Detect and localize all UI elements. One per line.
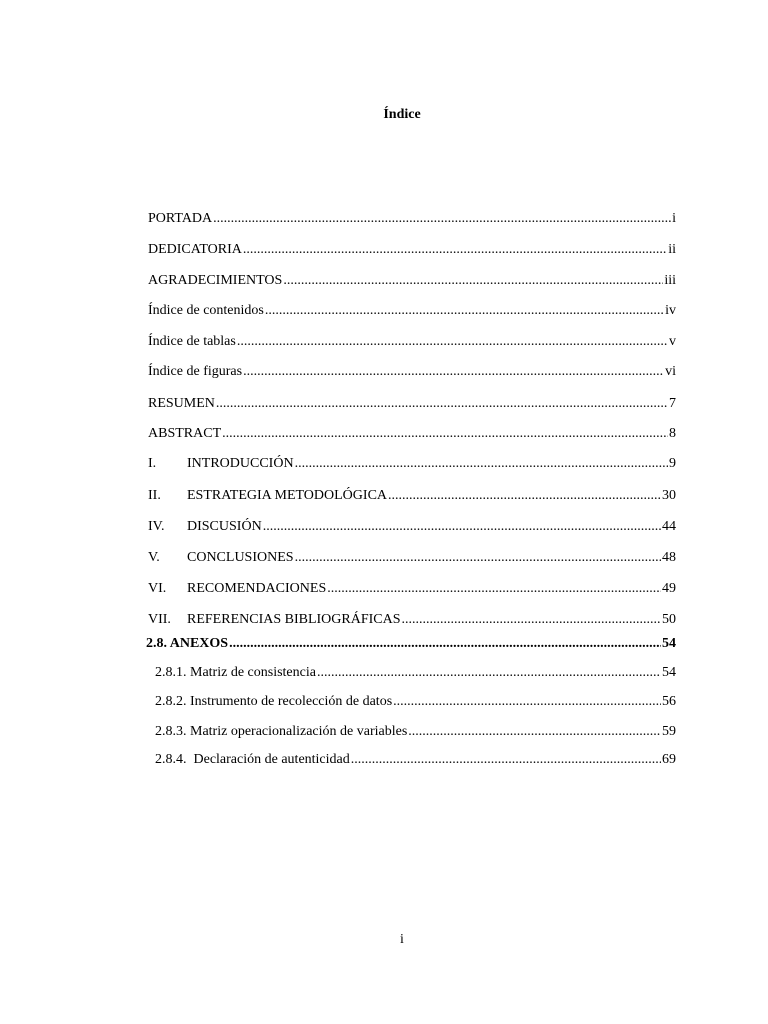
dot-leader [317,664,661,682]
toc-entry-page: vi [665,364,676,379]
dot-leader [213,210,671,228]
page-number: i [400,932,404,947]
toc-entry-page: ii [668,242,676,257]
dot-leader [283,272,663,290]
toc-entry-label: AGRADECIMIENTOS [148,273,283,288]
toc-entry-number: I. [148,456,157,471]
toc-entry-page: 56 [662,694,676,709]
toc-entry-portada[interactable] [148,210,676,228]
toc-entry-page: 54 [662,665,676,680]
toc-entry-indice-figuras[interactable] [148,363,676,381]
toc-entry-instrumento-recoleccion[interactable] [155,693,676,711]
toc-entry-page: 69 [662,752,676,767]
toc-entry-label: 2.8. ANEXOS [146,636,229,651]
toc-entry-label: DEDICATORIA [148,242,242,257]
dot-leader [295,549,661,567]
dot-leader [222,425,668,443]
dot-leader [408,723,661,741]
toc-entry-page: 8 [669,426,676,441]
toc-entry-indice-contenidos[interactable] [148,302,676,320]
toc-entry-label: DISCUSIÓN [187,519,262,534]
toc-entry-label: 2.8.3. Matriz operacionalización de variables [155,724,408,739]
toc-entry-page: 9 [669,456,676,471]
toc-entry-dedicatoria[interactable] [148,241,676,259]
toc-entry-label: 2.8.1. Matriz de consistencia [155,665,316,680]
dot-leader [402,611,661,629]
toc-entry-abstract[interactable] [148,425,676,443]
toc-entry-page: i [672,211,676,226]
toc-entry-label: REFERENCIAS BIBLIOGRÁFICAS [187,612,401,627]
toc-entry-indice-tablas[interactable] [148,333,676,351]
page-title: Índice [383,107,421,122]
toc-entry-anexos[interactable] [146,635,676,653]
toc-entry-page: 30 [662,488,676,503]
toc-entry-label: RECOMENDACIONES [187,581,327,596]
toc-entry-page: 7 [669,396,676,411]
toc-entry-matriz-consistencia[interactable] [155,664,676,682]
toc-entry-number: IV. [148,519,165,534]
toc-entry-page: 44 [662,519,676,534]
dot-leader [393,693,661,711]
toc-entry-declaracion-autenticidad[interactable] [155,751,676,769]
dot-leader [327,580,661,598]
toc-entry-number: II. [148,488,161,503]
dot-leader [388,487,661,505]
toc-entry-label: ABSTRACT [148,426,222,441]
toc-entry-page: 50 [662,612,676,627]
toc-entry-page: iii [664,273,676,288]
dot-leader [351,751,661,769]
toc-entry-discusion[interactable] [148,518,676,536]
toc-entry-page: 59 [662,724,676,739]
dot-leader [295,455,668,473]
toc-entry-label: PORTADA [148,211,213,226]
toc-entry-number: VI. [148,581,167,596]
toc-entry-label: Índice de contenidos [148,303,264,318]
toc-entry-label: Índice de tablas [148,334,236,349]
toc-entry-label: Índice de figuras [148,364,243,379]
toc-entry-introduccion[interactable] [148,455,676,473]
dot-leader [243,241,667,259]
dot-leader [263,518,661,536]
toc-entry-label: ESTRATEGIA METODOLÓGICA [187,488,388,503]
dot-leader [216,395,668,413]
toc-entry-resumen[interactable] [148,395,676,413]
toc-entry-page: 48 [662,550,676,565]
toc-entry-page: v [669,334,676,349]
toc-entry-number: VII. [148,612,171,627]
toc-entry-page: 49 [662,581,676,596]
toc-entry-matriz-operacionalizacion[interactable] [155,723,676,741]
toc-entry-label: CONCLUSIONES [187,550,294,565]
toc-entry-conclusiones[interactable] [148,549,676,567]
toc-entry-estrategia-metodologica[interactable] [148,487,676,505]
toc-entry-label: INTRODUCCIÓN [187,456,294,471]
toc-entry-label: 2.8.4. Declaración de autenticidad [155,752,350,767]
toc-entry-label: 2.8.2. Instrumento de recolección de datos [155,694,393,709]
toc-entry-number: V. [148,550,160,565]
toc-entry-agradecimientos[interactable] [148,272,676,290]
toc-entry-label: RESUMEN [148,396,215,411]
dot-leader [237,333,668,351]
toc-entry-referencias[interactable] [148,611,676,629]
dot-leader [265,302,664,320]
dot-leader [243,363,664,381]
toc-entry-page: iv [665,303,676,318]
dot-leader [229,635,661,653]
toc-entry-recomendaciones[interactable] [148,580,676,598]
toc-entry-page: 54 [662,636,676,651]
